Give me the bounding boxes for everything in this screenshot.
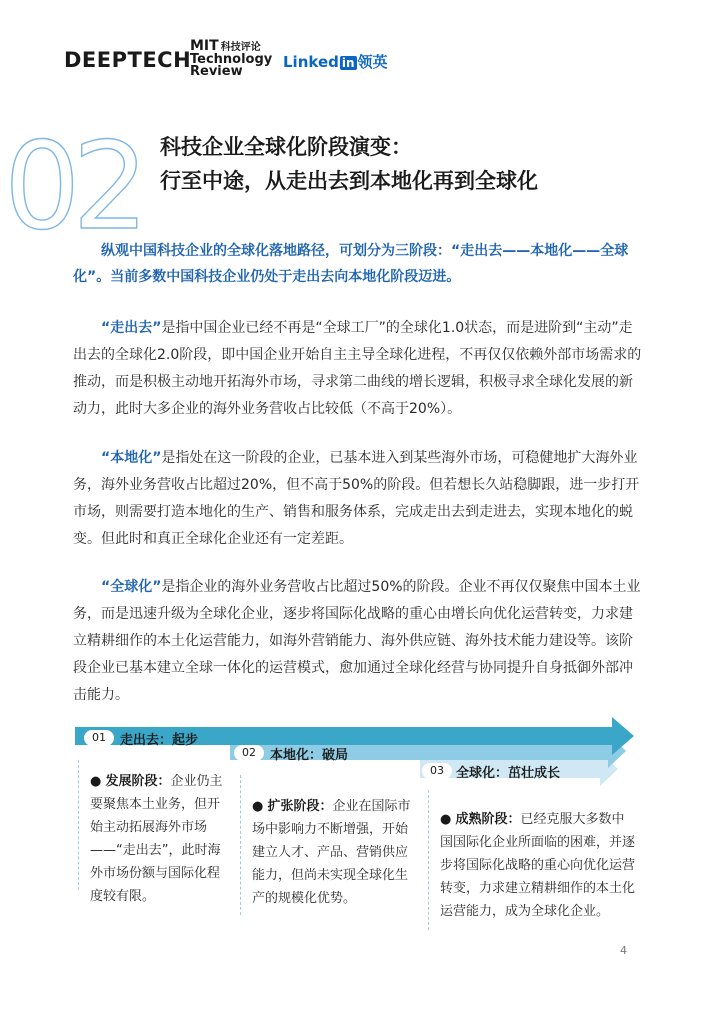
stage2-title: 本地化：破局: [270, 748, 349, 763]
stage1-title: 走出去：起步: [120, 733, 199, 748]
term-bendihua: “本地化”: [101, 450, 162, 466]
stage1-number: 01: [84, 730, 114, 746]
section-number: 02: [4, 118, 141, 257]
linkedin-logo-pre: Linked: [283, 53, 339, 71]
stage3-number: 03: [422, 763, 452, 779]
section-title-line1: 科技企业全球化阶段演变：: [160, 135, 412, 159]
mit-logo-line2: Technology: [190, 52, 273, 67]
stage2-heading: 扩张阶段：: [267, 799, 333, 814]
linkedin-logo-cn: 领英: [357, 53, 388, 71]
stage1-description: [90, 770, 230, 908]
stage1-divider: [78, 760, 79, 890]
stage1-desc: 企业仍主要聚焦本土业务，但开始主动拓展海外市场——“走出去”，此时海外市场份额与国际化程度较有限。: [90, 774, 223, 904]
stage3-label: [420, 760, 620, 782]
stage3-title: 全球化：茁壮成长: [456, 766, 561, 781]
deeptech-logo: DEEPTECH: [64, 48, 192, 72]
stage3-heading: 成熟阶段：: [455, 812, 521, 827]
term-quanqiuhua: “全球化”: [101, 579, 162, 595]
lead-paragraph: 纵观中国科技企业的全球化落地路径，可划分为三阶段：“走出去——本地化——全球化”。当前多数中国科技企业仍处于走出去向本地化阶段迈进。: [73, 243, 629, 285]
mit-logo-top: MIT: [190, 38, 219, 54]
paragraph-text: 是指处在这一阶段的企业，已基本进入到某些海外市场，可稳健地扩大海外业务，海外业务营收占比超过20%，但不高于50%的阶段。但若想长久站稳脚跟，进一步打开市场，则需要打造本地化的生产、销售和服务体系，完成走出去到走进去，实现本地化的蜕变。但此时和真正全球化企业还有一定差距。: [73, 450, 640, 547]
bullet-icon: ●: [90, 774, 102, 789]
bullet-icon: ●: [440, 812, 452, 827]
stage2-number: 02: [234, 745, 264, 761]
stage1-heading: 发展阶段：: [105, 774, 171, 789]
stage2-desc: 企业在国际市场中影响力不断增强，开始建立人才、产品、营销供应能力，但尚未实现全球化生产的规模化优势。: [252, 799, 411, 906]
linkedin-logo-box: in: [341, 56, 355, 70]
section-title-line2: 行至中途，从走出去到本地化再到全球化: [160, 169, 538, 193]
stage2-label: [230, 742, 410, 764]
bullet-icon: ●: [252, 799, 264, 814]
paragraph-text: 是指中国企业已经不再是“全球工厂”的全球化1.0状态，而是进阶到“主动”走出去的全球化2.0阶段，即中国企业开始自主主导全球化进程，不再仅仅依赖外部市场需求的推动，而是积极主动地开拓海外市场，寻求第二曲线的增长逻辑，积极寻求全球化发展的新动力，此时大多企业的海外业务营收占比较低（不高于20%）。: [73, 320, 642, 417]
stage3-divider: [428, 790, 429, 930]
stage2-description: [252, 795, 416, 910]
stage2-divider: [240, 775, 241, 915]
paragraph-text: 是指企业的海外业务营收占比超过50%的阶段。企业不再仅仅聚焦中国本土业务，而是迅速升级为全球化企业，逐步将国际化战略的重心由增长向优化运营转变，力求建立精耕细作的本土化运营能力，如海外营销能力、海外供应链、海外技术能力建设等。该阶段企业已基本建立全球一体化的运营模式，愈加通过全球化经营与协同提升自身抵御外部冲击能力。: [73, 579, 641, 703]
page-number: 4: [620, 944, 627, 957]
mit-logo-cn: 科技评论: [220, 42, 261, 53]
term-zouchuqu: “走出去”: [101, 320, 162, 336]
stage3-description: [440, 808, 635, 923]
stage3-desc: 已经克服大多数中国国际化企业所面临的困难，并逐步将国际化战略的重心向优化运营转变，力求建立精耕细作的本土化运营能力，成为全球化企业。: [440, 812, 636, 919]
mit-logo-line3: Review: [190, 64, 243, 79]
